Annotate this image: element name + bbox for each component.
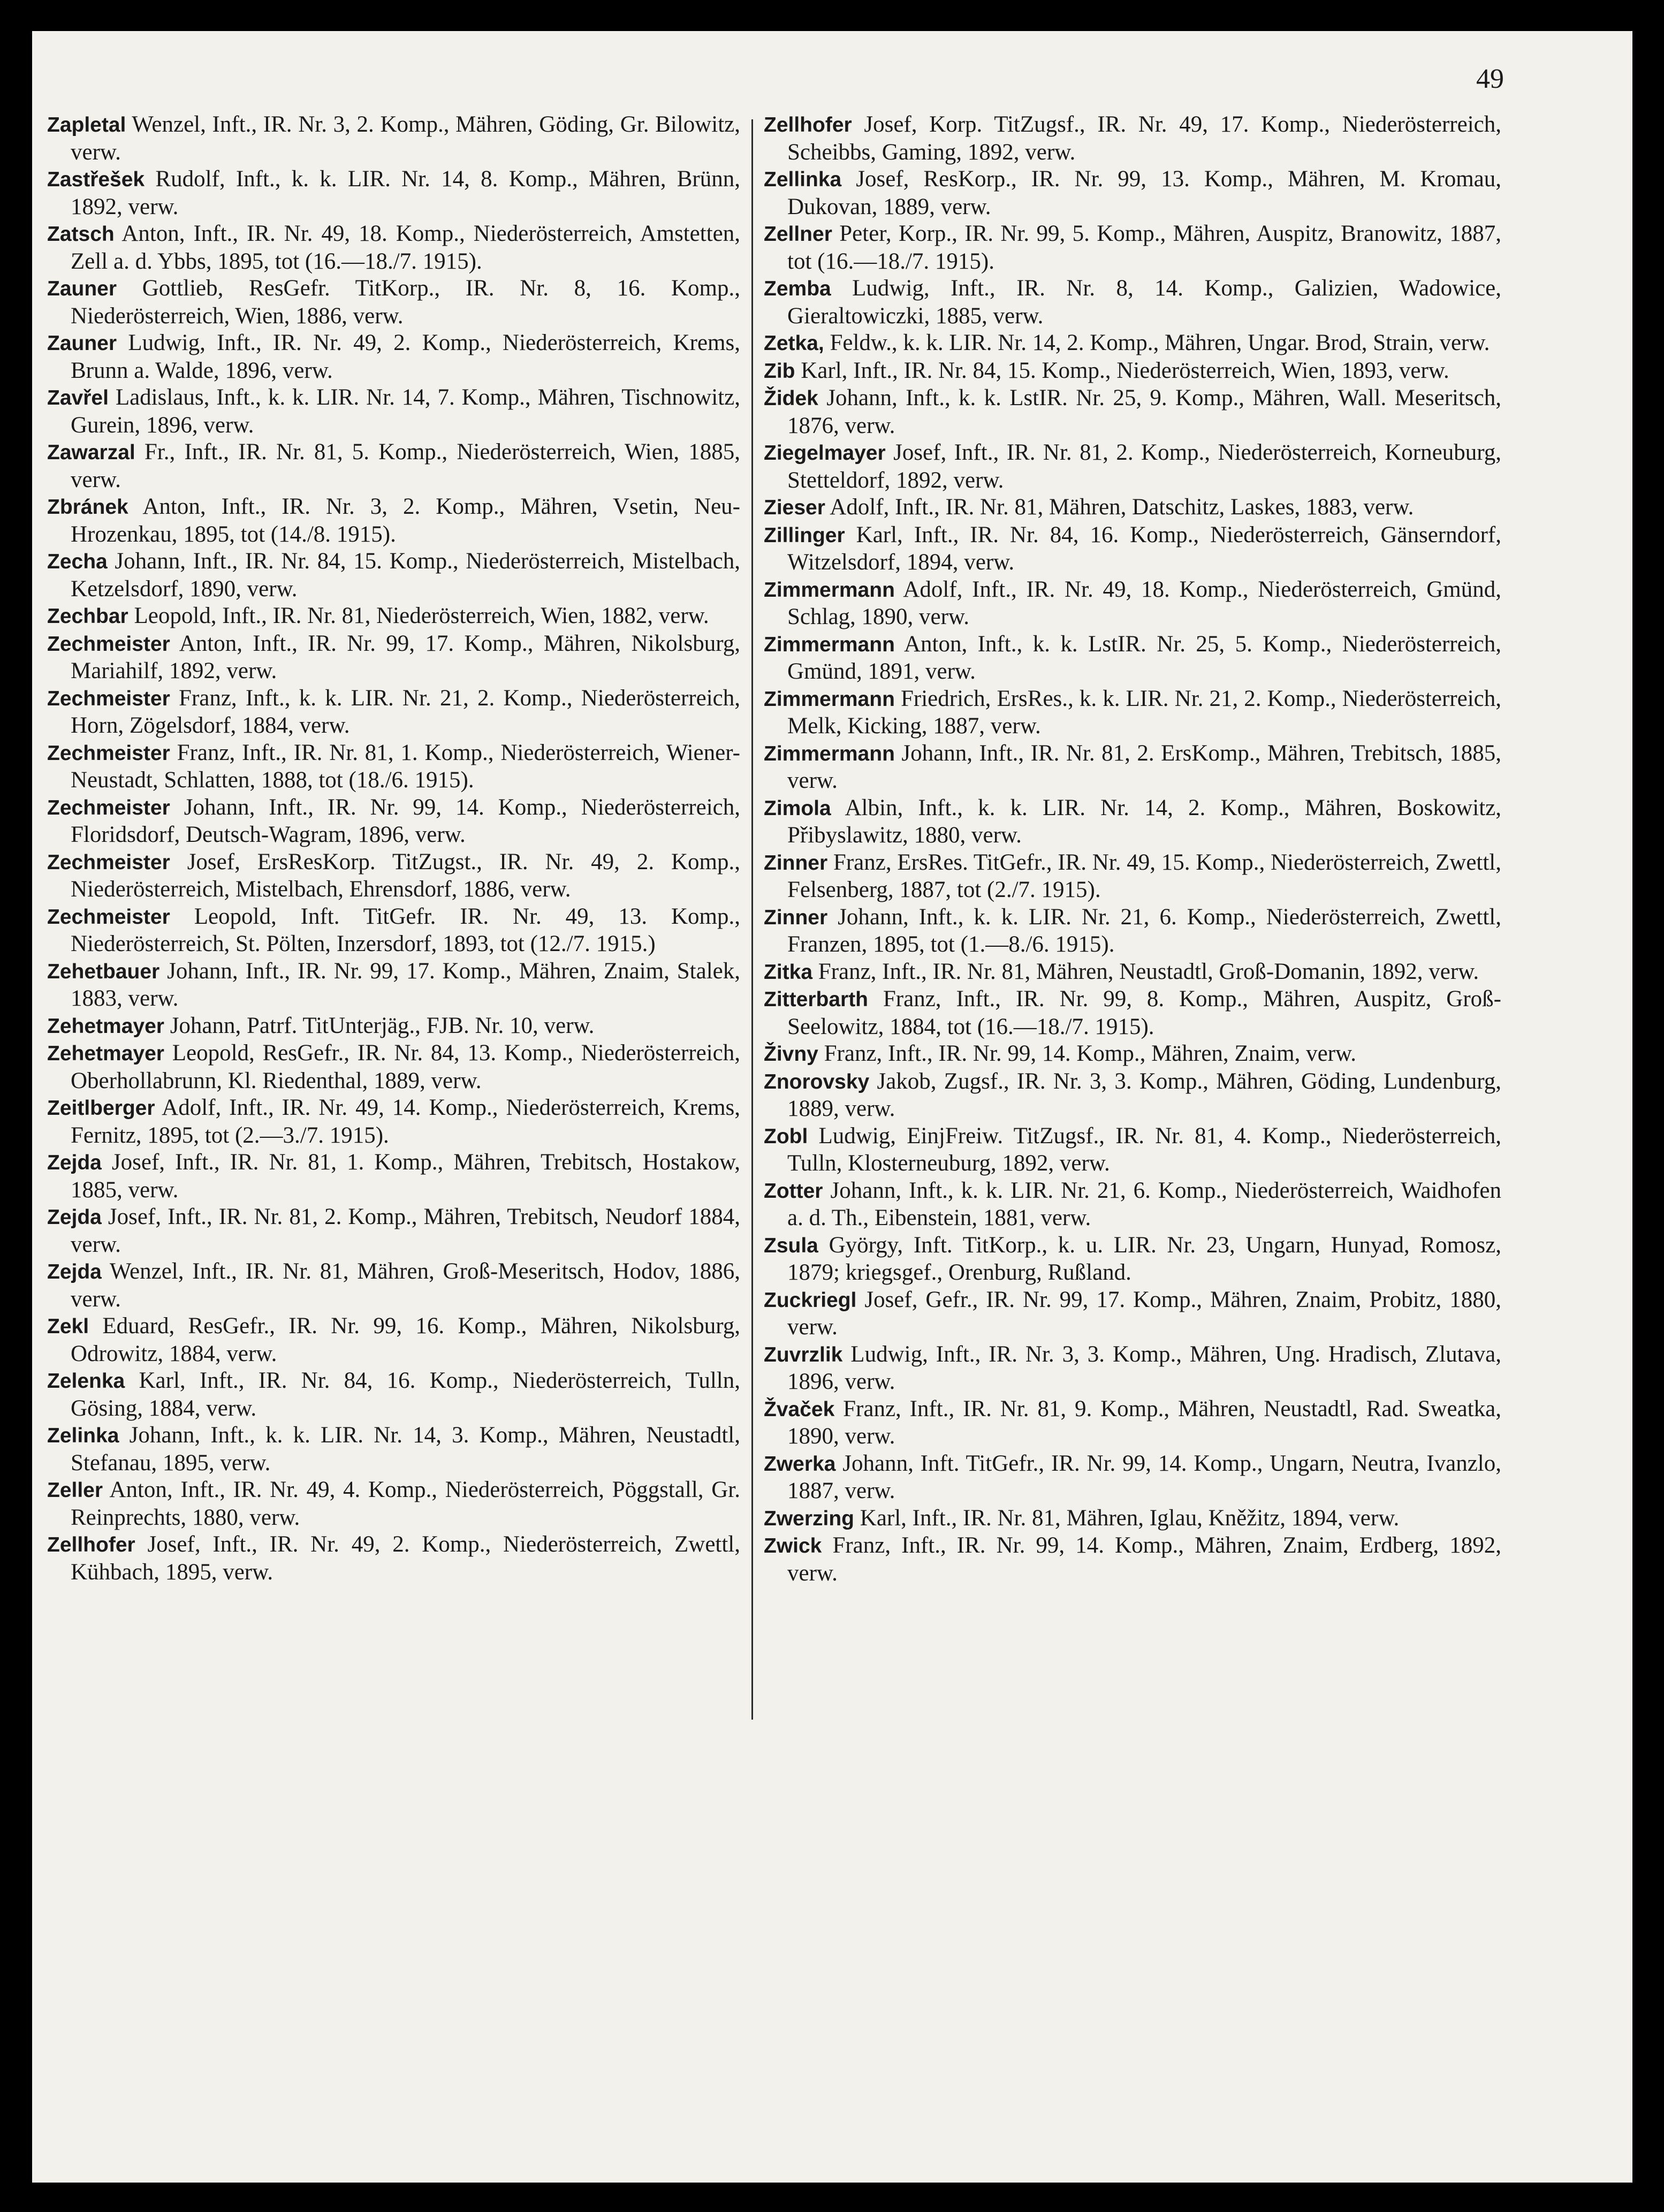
entry-surname: Znorovsky (764, 1070, 870, 1093)
entry-details: Josef, Inft., IR. Nr. 81, 2. Komp., Mähren, Trebitsch, Neudorf 1884, verw. (71, 1204, 740, 1257)
entry-surname: Zatsch (47, 223, 115, 246)
entry-details: Ludwig, EinjFreiw. TitZugsf., IR. Nr. 81, 4. Komp., Niederösterreich, Tulln, Klosterneuburg, 1892, verw. (787, 1123, 1501, 1176)
entry-details: Feldw., k. k. LIR. Nr. 14, 2. Komp., Mähren, Ungar. Brod, Strain, verw. (824, 330, 1490, 355)
list-item (764, 330, 1501, 358)
entry-details: Wenzel, Inft., IR. Nr. 3, 2. Komp., Mähren, Göding, Gr. Bilowitz, verw. (71, 112, 740, 165)
list-item (764, 494, 1501, 522)
entry-details: Karl, Inft., IR. Nr. 84, 16. Komp., Niederösterreich, Tulln, Gösing, 1884, verw. (71, 1368, 740, 1421)
entry-surname: Zimmermann (764, 742, 895, 765)
list-item (47, 740, 740, 794)
entry-details: Josef, ResKorp., IR. Nr. 99, 13. Komp., Mähren, M. Kromau, Dukovan, 1889, verw. (787, 166, 1501, 219)
list-item (47, 1422, 740, 1477)
entry-surname: Zwerka (764, 1452, 836, 1476)
list-item (764, 166, 1501, 221)
entry-details: Johann, Inft., IR. Nr. 99, 17. Komp., Mähren, Znaim, Stalek, 1883, verw. (71, 958, 740, 1011)
entry-details: Anton, Inft., IR. Nr. 3, 2. Komp., Mähren, Vsetin, Neu-Hrozenkau, 1895, tot (14./8. 1915). (71, 494, 740, 547)
list-item (764, 631, 1501, 686)
entry-surname: Zuvrzlik (764, 1343, 843, 1366)
entry-details: Franz, Inft., IR. Nr. 81, 1. Komp., Niederösterreich, Wiener-Neustadt, Schlatten, 1888, tot (18./6. 1915). (71, 740, 740, 793)
entry-surname: Zechmeister (47, 850, 170, 874)
list-item (47, 111, 740, 166)
entry-details: Anton, Inft., IR. Nr. 99, 17. Komp., Mähren, Nikolsburg, Mariahilf, 1892, verw. (71, 630, 740, 683)
entry-surname: Zawarzal (47, 441, 135, 464)
entry-surname: Zauner (47, 332, 117, 355)
page-number: 49 (1476, 64, 1504, 94)
entry-surname: Zwick (764, 1534, 822, 1557)
entry-details: Johann, Inft., k. k. LIR. Nr. 14, 3. Komp., Mähren, Neustadtl, Stefanau, 1895, verw. (71, 1423, 740, 1476)
list-item (47, 1013, 740, 1040)
entry-surname: Zavřel (47, 386, 109, 409)
list-item (764, 221, 1501, 275)
entry-surname: Zellhofer (47, 1533, 135, 1556)
entry-details: Josef, Gefr., IR. Nr. 99, 17. Komp., Mähren, Znaim, Probitz, 1880, verw. (787, 1287, 1501, 1340)
entry-details: Ladislaus, Inft., k. k. LIR. Nr. 14, 7. Komp., Mähren, Tischnowitz, Gurein, 1896, verw. (71, 385, 740, 438)
list-item (764, 1068, 1501, 1123)
list-item (764, 1040, 1501, 1068)
entry-surname: Zellner (764, 223, 832, 246)
entry-details: Albin, Inft., k. k. LIR. Nr. 14, 2. Komp., Mähren, Boskowitz, Přibyslawitz, 1880, verw. (787, 795, 1501, 848)
entry-details: Karl, Inft., IR. Nr. 84, 15. Komp., Niederösterreich, Wien, 1893, verw. (795, 358, 1449, 383)
list-item (764, 358, 1501, 385)
list-item (764, 1341, 1501, 1396)
entry-details: Johann, Inft., IR. Nr. 99, 14. Komp., Niederösterreich, Floridsdorf, Deutsch-Wagram, 1896, verw. (71, 794, 740, 847)
entry-details: Franz, Inft., IR. Nr. 81, 9. Komp., Mähren, Neustadtl, Rad. Sweatka, 1890, verw. (787, 1396, 1501, 1449)
entry-details: Leopold, ResGefr., IR. Nr. 84, 13. Komp., Niederösterreich, Oberhollabrunn, Kl. Riedenthal, 1889, verw. (71, 1040, 740, 1093)
list-item (764, 1396, 1501, 1450)
list-item (764, 1450, 1501, 1505)
list-item (47, 439, 740, 493)
entry-surname: Zeller (47, 1479, 103, 1502)
entry-details: Franz, Inft., IR. Nr. 99, 14. Komp., Mähren, Znaim, verw. (818, 1041, 1356, 1066)
list-item (764, 576, 1501, 631)
entry-details: Franz, Inft., IR. Nr. 99, 14. Komp., Mähren, Znaim, Erdberg, 1892, verw. (787, 1533, 1501, 1586)
entry-surname: Zauner (47, 277, 117, 300)
entry-surname: Židek (764, 387, 818, 410)
list-item (764, 275, 1501, 330)
entry-surname: Zellinka (764, 168, 842, 191)
entry-surname: Zimola (764, 796, 831, 820)
entry-surname: Zekl (47, 1315, 89, 1338)
entry-surname: Zechbar (47, 605, 128, 628)
entry-details: Karl, Inft., IR. Nr. 84, 16. Komp., Niederösterreich, Gänserndorf, Witzelsdorf, 1894, verw. (787, 522, 1501, 575)
list-item (47, 794, 740, 849)
entry-details: Johann, Inft., k. k. LIR. Nr. 21, 6. Komp., Niederösterreich, Zwettl, Franzen, 1895, tot (1.—8./6. 1915). (787, 904, 1501, 957)
list-item (47, 1477, 740, 1531)
entry-details: Rudolf, Inft., k. k. LIR. Nr. 14, 8. Komp., Mähren, Brünn, 1892, verw. (71, 166, 740, 219)
entry-surname: Zitka (764, 960, 813, 984)
list-item (47, 384, 740, 439)
entry-surname: Zechmeister (47, 741, 170, 765)
entry-surname: Zejda (47, 1260, 102, 1283)
document-page (32, 31, 1632, 2183)
entry-details: Ludwig, Inft., IR. Nr. 49, 2. Komp., Niederösterreich, Krems, Brunn a. Walde, 1896, verw. (71, 330, 740, 383)
column-divider (751, 119, 753, 1720)
entry-details: Franz, ErsRes. TitGefr., IR. Nr. 49, 15. Komp., Niederösterreich, Zwettl, Felsenberg, 1887, tot (2./7. 1915). (787, 849, 1501, 902)
entry-surname: Zapletal (47, 113, 126, 136)
list-item (47, 603, 740, 630)
list-item (47, 849, 740, 903)
entry-details: Eduard, ResGefr., IR. Nr. 99, 16. Komp., Mähren, Nikolsburg, Odrowitz, 1884, verw. (71, 1313, 740, 1366)
entry-surname: Zemba (764, 277, 831, 300)
list-item (47, 275, 740, 330)
entry-details: Adolf, Inft., IR. Nr. 49, 14. Komp., Niederösterreich, Krems, Fernitz, 1895, tot (2.—3./7. 1915). (71, 1095, 740, 1148)
entry-surname: Zotter (764, 1179, 823, 1203)
entry-surname: Zbránek (47, 496, 128, 519)
entry-details: Jakob, Zugsf., IR. Nr. 3, 3. Komp., Mähren, Göding, Lundenburg, 1889, verw. (787, 1068, 1501, 1121)
entry-surname: Zastřešek (47, 168, 145, 191)
entry-surname: Zecha (47, 550, 108, 573)
list-item (764, 686, 1501, 740)
entry-surname: Zwerzing (764, 1507, 855, 1530)
entry-surname: Zehetmayer (47, 1042, 164, 1065)
list-item (764, 740, 1501, 795)
entry-surname: Zimmermann (764, 578, 895, 602)
entry-details: Ludwig, Inft., IR. Nr. 3, 3. Komp., Mähren, Ung. Hradisch, Zlutava, 1896, verw. (787, 1341, 1501, 1394)
entry-details: Anton, Inft., IR. Nr. 49, 4. Komp., Niederösterreich, Pöggstall, Gr. Reinprechts, 1880, verw. (71, 1477, 740, 1530)
entry-details: Josef, Inft., IR. Nr. 49, 2. Komp., Niederösterreich, Zwettl, Kühbach, 1895, verw. (71, 1532, 740, 1585)
entry-surname: Zinner (764, 851, 828, 875)
list-item (764, 795, 1501, 849)
entry-details: Franz, Inft., IR. Nr. 81, Mähren, Neustadtl, Groß-Domanin, 1892, verw. (812, 959, 1479, 984)
list-item (764, 1177, 1501, 1232)
entry-surname: Zitterbarth (764, 988, 868, 1011)
entry-details: Friedrich, ErsRes., k. k. LIR. Nr. 21, 2. Komp., Niederösterreich, Melk, Kicking, 1887, verw. (787, 686, 1501, 739)
list-item (47, 903, 740, 958)
entry-details: György, Inft. TitKorp., k. u. LIR. Nr. 23, Ungarn, Hunyad, Romosz, 1879; kriegsgef., Orenburg, Rußland. (787, 1232, 1501, 1285)
entry-surname: Zeitlberger (47, 1097, 155, 1120)
entry-details: Leopold, Inft., IR. Nr. 81, Niederösterreich, Wien, 1882, verw. (128, 603, 709, 628)
entry-surname: Živny (764, 1043, 818, 1066)
entry-surname: Zimmermann (764, 687, 895, 711)
entry-details: Adolf, Inft., IR. Nr. 49, 18. Komp., Niederösterreich, Gmünd, Schlag, 1890, verw. (787, 576, 1501, 629)
entry-surname: Zieser (764, 496, 825, 519)
entry-details: Josef, Korp. TitZugsf., IR. Nr. 49, 17. Komp., Niederösterreich, Scheibbs, Gaming, 1892, verw. (787, 112, 1501, 165)
entry-details: Josef, Inft., IR. Nr. 81, 1. Komp., Mähren, Trebitsch, Hostakow, 1885, verw. (71, 1150, 740, 1203)
entry-details: Johann, Inft., k. k. LIR. Nr. 21, 6. Komp., Niederösterreich, Waidhofen a. d. Th., Eibenstein, 1881, verw. (787, 1177, 1501, 1230)
entry-details: Anton, Inft., k. k. LstIR. Nr. 25, 5. Komp., Niederösterreich, Gmünd, 1891, verw. (787, 631, 1501, 684)
list-item (764, 522, 1501, 576)
entry-surname: Zelenka (47, 1370, 125, 1393)
entry-details: Josef, ErsResKorp. TitZugst., IR. Nr. 49, 2. Komp., Niederösterreich, Mistelbach, Ehrensdorf, 1886, verw. (71, 849, 740, 902)
entry-surname: Zechmeister (47, 632, 170, 656)
list-item (47, 1258, 740, 1313)
list-item (47, 1149, 740, 1204)
list-item (764, 849, 1501, 904)
list-item (47, 1094, 740, 1149)
entry-surname: Zehetbauer (47, 960, 160, 983)
list-item (47, 493, 740, 548)
entry-details: Leopold, Inft. TitGefr. IR. Nr. 49, 13. Komp., Niederösterreich, St. Pölten, Inzersdorf, 1893, tot (12./7. 1915.) (71, 903, 740, 956)
list-item (764, 1532, 1501, 1587)
entry-surname: Zib (764, 359, 795, 383)
entry-surname: Zinner (764, 906, 828, 929)
list-item (764, 1232, 1501, 1287)
entry-surname: Zetka, (764, 332, 824, 355)
list-item (764, 904, 1501, 959)
right-column (764, 111, 1501, 1587)
entry-details: Josef, Inft., IR. Nr. 81, 2. Komp., Niederösterreich, Korneuburg, Stetteldorf, 1892, verw. (787, 440, 1501, 493)
list-item (764, 439, 1501, 494)
entry-details: Johann, Inft., IR. Nr. 81, 2. ErsKomp., Mähren, Trebitsch, 1885, verw. (787, 740, 1501, 793)
entry-details: Gottlieb, ResGefr. TitKorp., IR. Nr. 8, 16. Komp., Niederösterreich, Wien, 1886, verw. (71, 276, 740, 329)
entry-details: Johann, Inft., k. k. LstIR. Nr. 25, 9. Komp., Mähren, Wall. Meseritsch, 1876, verw. (787, 385, 1501, 438)
list-item (47, 685, 740, 740)
entry-surname: Zejda (47, 1151, 102, 1174)
list-item (764, 959, 1501, 986)
list-item (764, 986, 1501, 1040)
list-item (47, 166, 740, 221)
list-item (47, 1367, 740, 1422)
entry-details: Johann, Patrf. TitUnterjäg., FJB. Nr. 10, verw. (164, 1013, 595, 1038)
list-item (764, 1287, 1501, 1341)
list-item (47, 330, 740, 384)
list-item (47, 1531, 740, 1586)
entry-surname: Zellhofer (764, 113, 852, 136)
entry-details: Adolf, Inft., IR. Nr. 81, Mähren, Datschitz, Laskes, 1883, verw. (825, 495, 1414, 520)
list-item (47, 221, 740, 275)
entry-details: Anton, Inft., IR. Nr. 49, 18. Komp., Niederösterreich, Amstetten, Zell a. d. Ybbs, 1895, tot (16.—18./7. 1915). (71, 221, 740, 274)
entry-surname: Zejda (47, 1206, 102, 1229)
entry-surname: Ziegelmayer (764, 442, 886, 465)
entry-surname: Žvaček (764, 1397, 835, 1421)
list-item (764, 111, 1501, 166)
entry-details: Peter, Korp., IR. Nr. 99, 5. Komp., Mähren, Auspitz, Branowitz, 1887, tot (16.—18./7. 1915). (787, 221, 1501, 274)
entry-details: Franz, Inft., IR. Nr. 99, 8. Komp., Mähren, Auspitz, Groß-Seelowitz, 1884, tot (16.—18./7. 1915). (787, 986, 1501, 1039)
entry-surname: Zimmermann (764, 633, 895, 656)
entry-surname: Zsula (764, 1234, 818, 1257)
list-item (47, 630, 740, 685)
entry-surname: Zechmeister (47, 687, 170, 710)
entry-details: Johann, Inft., IR. Nr. 84, 15. Komp., Niederösterreich, Mistelbach, Ketzelsdorf, 1890, verw. (71, 549, 740, 602)
list-item (764, 385, 1501, 439)
list-item (47, 1040, 740, 1094)
entry-surname: Zelinka (47, 1424, 119, 1447)
entry-surname: Zuckriegl (764, 1288, 857, 1312)
entry-details: Johann, Inft. TitGefr., IR. Nr. 99, 14. Komp., Ungarn, Neutra, Ivanzlo, 1887, verw. (787, 1450, 1501, 1503)
list-item (47, 1313, 740, 1367)
entry-details: Wenzel, Inft., IR. Nr. 81, Mähren, Groß-Meseritsch, Hodov, 1886, verw. (71, 1259, 740, 1312)
entry-details: Ludwig, Inft., IR. Nr. 8, 14. Komp., Galizien, Wadowice, Gieraltowiczki, 1885, verw. (787, 276, 1501, 329)
left-column (47, 111, 740, 1586)
list-item (47, 958, 740, 1013)
entry-surname: Zobl (764, 1124, 808, 1148)
list-item (764, 1505, 1501, 1533)
list-item (47, 1204, 740, 1258)
list-item (47, 548, 740, 603)
entry-surname: Zechmeister (47, 796, 170, 819)
entry-details: Karl, Inft., IR. Nr. 81, Mähren, Iglau, Kněžitz, 1894, verw. (854, 1505, 1400, 1531)
entry-details: Fr., Inft., IR. Nr. 81, 5. Komp., Niederösterreich, Wien, 1885, verw. (71, 439, 740, 492)
entry-surname: Zehetmayer (47, 1014, 164, 1038)
entry-details: Franz, Inft., k. k. LIR. Nr. 21, 2. Komp., Niederösterreich, Horn, Zögelsdorf, 1884, verw. (71, 685, 740, 738)
entry-surname: Zechmeister (47, 905, 170, 929)
entry-surname: Zillinger (764, 523, 845, 547)
list-item (764, 1123, 1501, 1177)
